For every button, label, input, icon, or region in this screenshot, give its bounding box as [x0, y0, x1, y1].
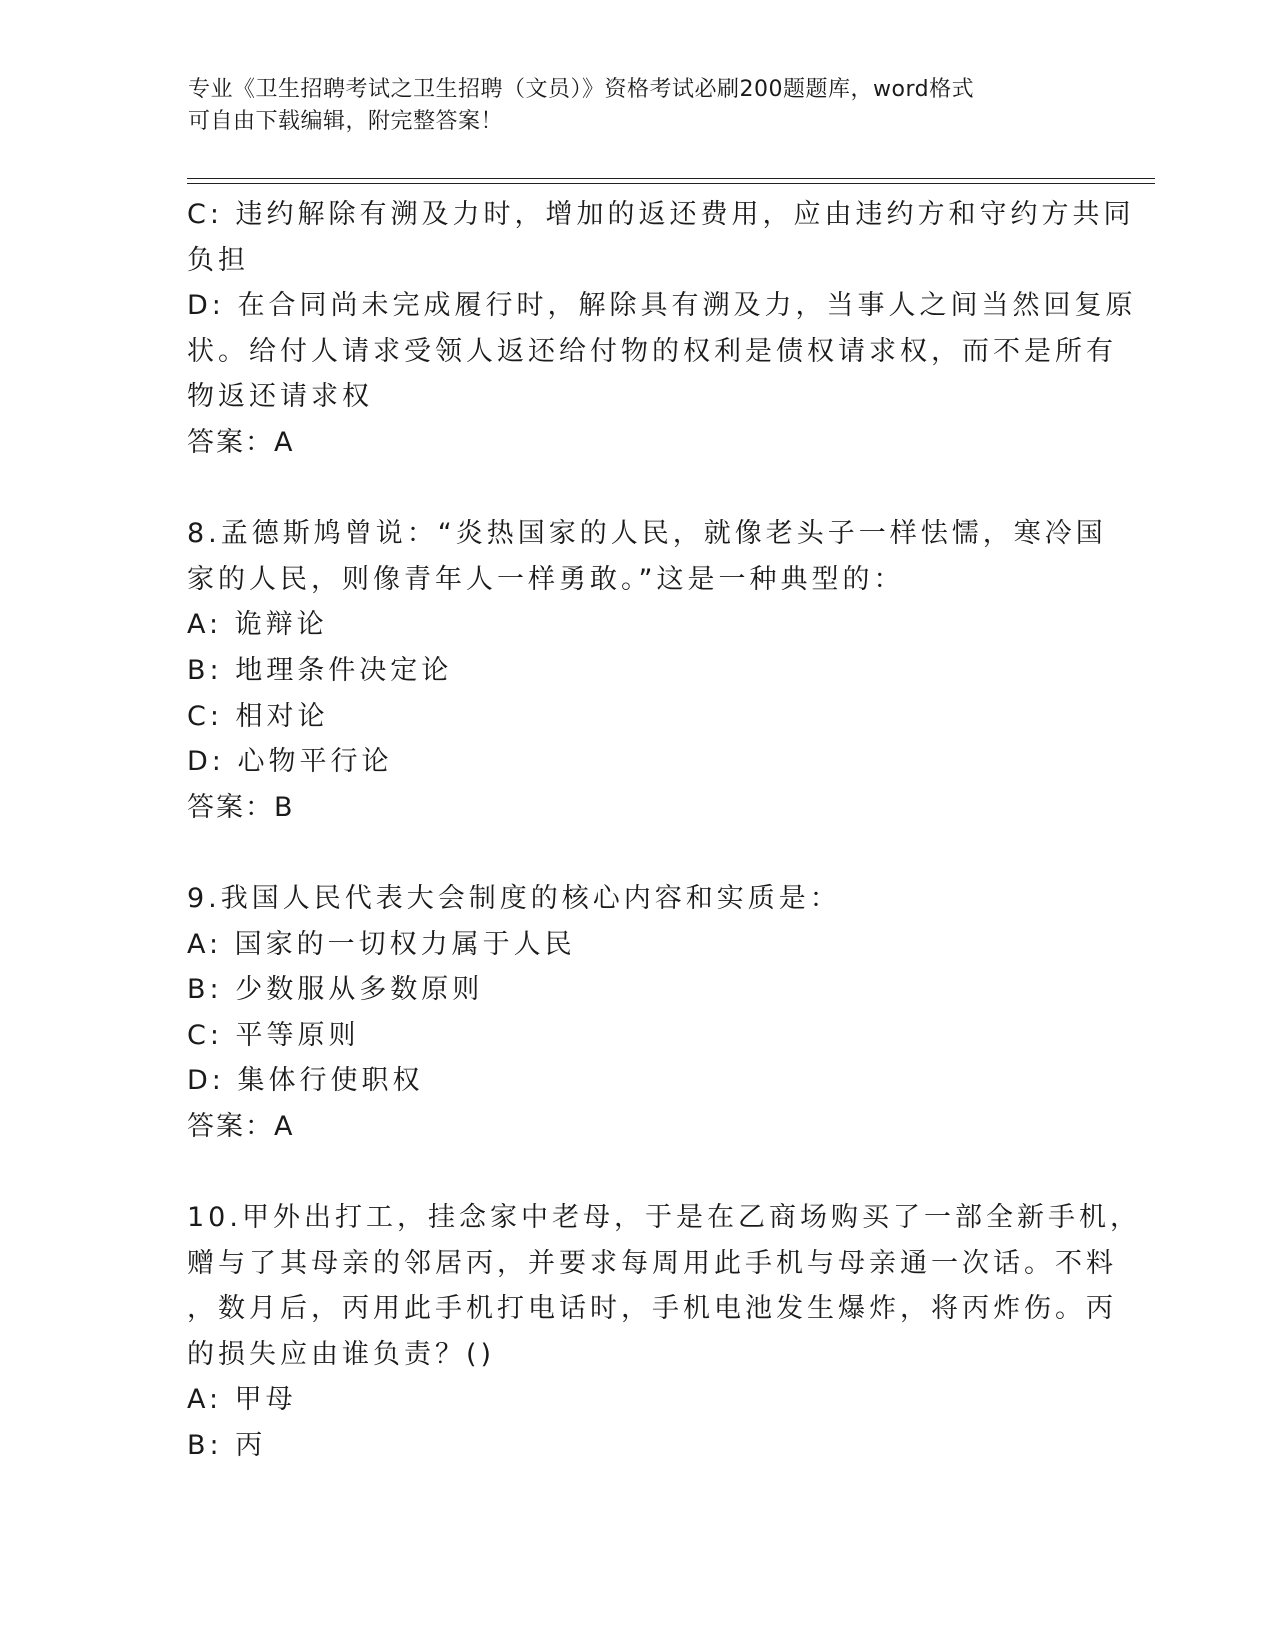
- document-header: [188, 74, 1088, 138]
- header-divider: [187, 178, 1155, 184]
- question-9-stem-line-1: 9.我国人民代表大会制度的核心内容和实质是：: [187, 882, 841, 914]
- question-8-option-b: B: 地理条件决定论: [187, 654, 453, 686]
- question-10-stem-line-4: 的损失应由谁负责？(): [187, 1338, 496, 1370]
- option-d-line-2: 状。给付人请求受领人返还给付物的权利是债权请求权，而不是所有: [187, 335, 1117, 367]
- spacer: [187, 1149, 1087, 1195]
- option-c-line-1: C: 违约解除有溯及力时，增加的返还费用，应由违约方和守约方共同: [187, 199, 1135, 230]
- document-body: [187, 192, 1141, 1469]
- question-8-option-d: D: 心物平行论: [187, 746, 393, 778]
- question-9-option-d: D: 集体行使职权: [187, 1065, 424, 1097]
- question-9-option-b: B: 少数服从多数原则: [187, 974, 484, 1006]
- question-8-answer: 答案：B: [187, 791, 295, 823]
- question-9-option-a: A: 国家的一切权力属于人民: [187, 928, 576, 960]
- question-9-option-c: C: 平等原则: [187, 1019, 360, 1051]
- header-title-line-2: 可自由下载编辑，附完整答案！: [188, 109, 504, 134]
- question-8-stem-line-2: 家的人民，则像青年人一样勇敢。”这是一种典型的：: [187, 563, 905, 595]
- question-8-stem-line-1: 8.孟德斯鸠曾说：“炎热国家的人民，就像老头子一样怯懦，寒冷国: [187, 518, 1107, 550]
- question-10-stem-line-1: 10.甲外出打工，挂念家中老母，于是在乙商场购买了一部全新手机，: [187, 1202, 1141, 1234]
- question-10-stem-line-2: 赠与了其母亲的邻居丙，并要求每周用此手机与母亲通一次话。不料: [187, 1247, 1117, 1279]
- question-8-option-c: C: 相对论: [187, 700, 329, 732]
- answer: 答案：A: [187, 426, 295, 458]
- option-d-line-1: D: 在合同尚未完成履行时，解除具有溯及力，当事人之间当然回复原: [187, 290, 1137, 322]
- spacer: [187, 466, 1087, 512]
- spacer: [187, 830, 1087, 876]
- option-c-line-2: 负担: [187, 244, 249, 276]
- question-10-stem-line-3: ，数月后，丙用此手机打电话时，手机电池发生爆炸，将丙炸伤。丙: [187, 1293, 1117, 1325]
- header-title-line-1: 专业《卫生招聘考试之卫生招聘（文员）》资格考试必刷200题题库，word格式: [188, 77, 975, 102]
- question-10-option-a: A: 甲母: [187, 1384, 297, 1416]
- option-d-line-3: 物返还请求权: [187, 381, 373, 413]
- question-8-option-a: A: 诡辩论: [187, 609, 328, 641]
- question-10-option-b: B: 丙: [187, 1430, 267, 1462]
- question-9-answer: 答案：A: [187, 1110, 295, 1142]
